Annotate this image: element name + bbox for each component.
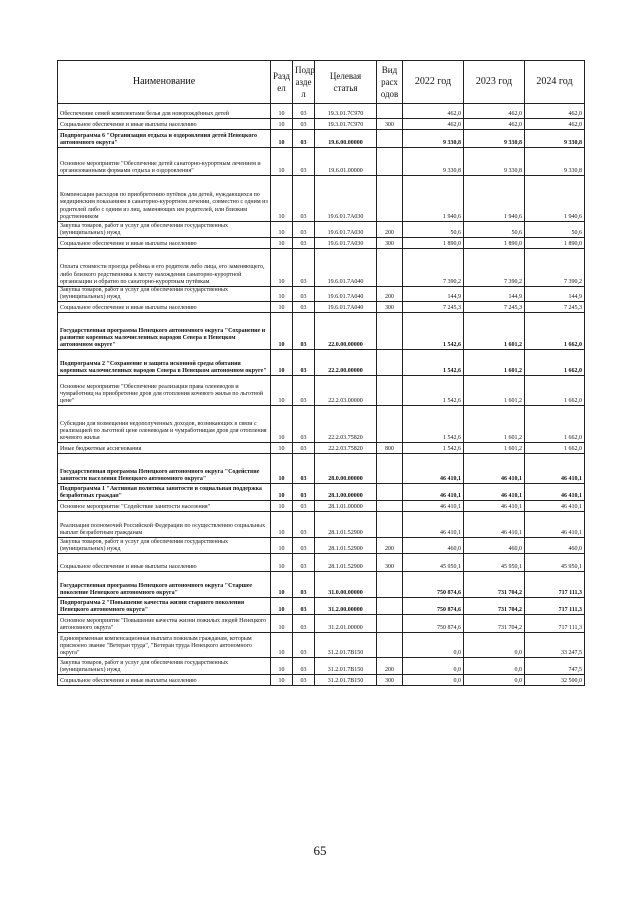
cell-name: Подпрограмма 2 "Повышение качества жизни старшего поколения Ненецкого автономного округа" [58, 598, 271, 615]
cell-amount-2022: 750 874,6 [403, 598, 464, 615]
cell-amount-2022: 1 542,6 [403, 313, 464, 350]
cell-expense-type: 200 [377, 287, 403, 302]
cell-expense-type [377, 572, 403, 598]
cell-target-article: 31.0.00.00000 [315, 572, 377, 598]
cell-section: 10 [271, 633, 293, 658]
cell-amount-2023: 731 704,2 [464, 572, 525, 598]
cell-amount-2023: 46 410,1 [464, 512, 525, 538]
cell-amount-2024: 9 330,8 [525, 148, 585, 176]
cell-amount-2022: 7 390,2 [403, 249, 464, 287]
cell-amount-2024: 1 662,0 [525, 350, 585, 376]
cell-amount-2024: 747,5 [525, 658, 585, 675]
cell-amount-2024: 1 662,0 [525, 313, 585, 350]
cell-subsection: 03 [293, 598, 315, 615]
cell-amount-2022: 46 410,1 [403, 454, 464, 484]
cell-amount-2023: 1 601,2 [464, 313, 525, 350]
cell-section: 10 [271, 512, 293, 538]
cell-amount-2022: 1 890,0 [403, 238, 464, 249]
cell-expense-type [377, 104, 403, 119]
cell-target-article: 19.6.01.7А040 [315, 249, 377, 287]
cell-target-article: 28.0.00.00000 [315, 454, 377, 484]
cell-amount-2024: 462,0 [525, 119, 585, 130]
cell-expense-type [377, 598, 403, 615]
cell-amount-2024: 1 662,0 [525, 406, 585, 443]
table-row [58, 376, 585, 406]
cell-target-article: 31.2.01.7В150 [315, 658, 377, 675]
cell-expense-type: 800 [377, 443, 403, 454]
cell-subsection: 03 [293, 176, 315, 222]
cell-amount-2023: 144,9 [464, 287, 525, 302]
cell-name: Социальное обеспечение и иные выплаты населению [58, 238, 271, 249]
cell-amount-2024: 46 410,1 [525, 512, 585, 538]
cell-amount-2022: 46 410,1 [403, 512, 464, 538]
cell-expense-type [377, 148, 403, 176]
cell-section: 10 [271, 249, 293, 287]
cell-target-article: 19.6.01.7А040 [315, 287, 377, 302]
cell-amount-2022: 1 940,6 [403, 176, 464, 222]
cell-amount-2022: 9 330,8 [403, 148, 464, 176]
cell-expense-type: 300 [377, 554, 403, 572]
cell-amount-2024: 32 500,0 [525, 675, 585, 686]
table-row [58, 238, 585, 249]
cell-amount-2023: 45 950,1 [464, 554, 525, 572]
cell-expense-type [377, 406, 403, 443]
cell-expense-type [377, 501, 403, 512]
cell-subsection: 03 [293, 376, 315, 406]
cell-subsection: 03 [293, 222, 315, 238]
cell-expense-type: 300 [377, 302, 403, 313]
cell-amount-2022: 0,0 [403, 675, 464, 686]
table-row [58, 287, 585, 302]
table-row [58, 406, 585, 443]
table-row [58, 554, 585, 572]
cell-amount-2024: 460,0 [525, 538, 585, 554]
cell-amount-2024: 7 390,2 [525, 249, 585, 287]
cell-expense-type [377, 633, 403, 658]
cell-amount-2024: 9 330,8 [525, 130, 585, 148]
page-number: 65 [313, 843, 327, 858]
cell-amount-2023: 46 410,1 [464, 484, 525, 501]
cell-name: Государственная программа Ненецкого автономного округа "Сохранение и развитие коренных малочисленных народов Севера в Ненецком автономном округе" [58, 313, 271, 350]
cell-amount-2024: 33 247,5 [525, 633, 585, 658]
cell-subsection: 03 [293, 302, 315, 313]
cell-section: 10 [271, 119, 293, 130]
cell-amount-2023: 7 245,3 [464, 302, 525, 313]
cell-name: Подпрограмма 1 "Активная политика занятости и социальная поддержка безработных граждан" [58, 484, 271, 501]
cell-amount-2023: 50,6 [464, 222, 525, 238]
cell-amount-2022: 1 542,6 [403, 443, 464, 454]
cell-name: Государственная программа Ненецкого автономного округа "Старшее поколение Ненецкого автономного округа" [58, 572, 271, 598]
cell-amount-2023: 731 704,2 [464, 598, 525, 615]
header-subsection: Подр азде л [293, 61, 315, 104]
cell-target-article: 22.0.00.00000 [315, 313, 377, 350]
table-row [58, 119, 585, 130]
table-row [58, 512, 585, 538]
cell-subsection: 03 [293, 249, 315, 287]
cell-name: Социальное обеспечение и иные выплаты населению [58, 119, 271, 130]
cell-amount-2023: 731 704,2 [464, 615, 525, 633]
cell-section: 10 [271, 130, 293, 148]
cell-subsection: 03 [293, 104, 315, 119]
cell-amount-2023: 1 601,2 [464, 350, 525, 376]
cell-amount-2024: 717 111,3 [525, 598, 585, 615]
table-row [58, 501, 585, 512]
cell-target-article: 22.2.03.75820 [315, 406, 377, 443]
cell-name: Закупка товаров, работ и услуг для обеспечения государственных (муниципальных) нужд [58, 287, 271, 302]
cell-amount-2022: 462,0 [403, 119, 464, 130]
header-year-2023: 2023 год [464, 61, 525, 104]
cell-amount-2022: 144,9 [403, 287, 464, 302]
table-row [58, 148, 585, 176]
cell-section: 10 [271, 406, 293, 443]
cell-subsection: 03 [293, 443, 315, 454]
cell-expense-type: 200 [377, 538, 403, 554]
cell-expense-type [377, 512, 403, 538]
cell-section: 10 [271, 176, 293, 222]
cell-section: 10 [271, 313, 293, 350]
cell-amount-2024: 462,0 [525, 104, 585, 119]
cell-amount-2024: 45 950,1 [525, 554, 585, 572]
cell-amount-2022: 462,0 [403, 104, 464, 119]
cell-amount-2022: 50,6 [403, 222, 464, 238]
cell-target-article: 19.6.01.7А030 [315, 238, 377, 249]
cell-target-article: 19.6.01.7А040 [315, 302, 377, 313]
header-year-2024: 2024 год [525, 61, 585, 104]
cell-expense-type [377, 176, 403, 222]
cell-amount-2023: 46 410,1 [464, 454, 525, 484]
cell-amount-2023: 1 601,2 [464, 406, 525, 443]
cell-name: Социальное обеспечение и иные выплаты населению [58, 302, 271, 313]
cell-amount-2023: 0,0 [464, 658, 525, 675]
cell-amount-2022: 46 410,1 [403, 501, 464, 512]
cell-section: 10 [271, 287, 293, 302]
table-row [58, 633, 585, 658]
cell-amount-2024: 7 245,3 [525, 302, 585, 313]
cell-target-article: 28.1.01.00000 [315, 501, 377, 512]
cell-name: Подпрограмма 6 "Организация отдыха и оздоровления детей Ненецкого автономного округа" [58, 130, 271, 148]
cell-amount-2023: 462,0 [464, 104, 525, 119]
table-header-row [58, 61, 585, 104]
cell-expense-type: 300 [377, 238, 403, 249]
header-target-article: Целевая статья [315, 61, 377, 104]
cell-subsection: 03 [293, 501, 315, 512]
cell-amount-2023: 9 330,8 [464, 130, 525, 148]
cell-amount-2022: 7 245,3 [403, 302, 464, 313]
cell-name: Компенсация расходов по приобретению путёвок для детей, нуждающихся по медицинским показаниям в санаторно-курортном лечении, совместно с одним из родителей либо с одним из лиц, заменяющих им родителей, или близким родственником [58, 176, 271, 222]
cell-amount-2024: 717 111,3 [525, 615, 585, 633]
cell-amount-2022: 0,0 [403, 633, 464, 658]
table-row [58, 313, 585, 350]
cell-expense-type: 200 [377, 222, 403, 238]
cell-name: Закупка товаров, работ и услуг для обеспечения государственных (муниципальных) нужд [58, 222, 271, 238]
budget-table [57, 60, 585, 686]
cell-target-article: 19.6.01.00000 [315, 148, 377, 176]
cell-amount-2023: 1 940,6 [464, 176, 525, 222]
cell-section: 10 [271, 572, 293, 598]
cell-target-article: 22.2.03.00000 [315, 376, 377, 406]
cell-section: 10 [271, 675, 293, 686]
cell-amount-2024: 1 662,0 [525, 376, 585, 406]
cell-amount-2024: 46 410,1 [525, 484, 585, 501]
cell-subsection: 03 [293, 350, 315, 376]
table-row [58, 302, 585, 313]
cell-target-article: 31.2.01.7В150 [315, 675, 377, 686]
cell-amount-2023: 46 410,1 [464, 501, 525, 512]
cell-section: 10 [271, 350, 293, 376]
cell-name: Социальное обеспечение и иные выплаты населению [58, 554, 271, 572]
cell-section: 10 [271, 238, 293, 249]
cell-target-article: 22.2.03.75820 [315, 443, 377, 454]
cell-section: 10 [271, 658, 293, 675]
cell-amount-2022: 1 542,6 [403, 406, 464, 443]
cell-name: Субсидии для возмещения недополученных доходов, возникающих в связи с реализацией по льготной цене оленеводам и чумработницам дров для отопления кочевого жилья [58, 406, 271, 443]
cell-target-article: 28.1.01.52900 [315, 512, 377, 538]
header-name: Наименование [58, 61, 271, 104]
cell-target-article: 31.2.01.7В150 [315, 633, 377, 658]
cell-amount-2024: 46 410,1 [525, 501, 585, 512]
cell-expense-type: 300 [377, 675, 403, 686]
cell-amount-2022: 45 950,1 [403, 554, 464, 572]
cell-section: 10 [271, 484, 293, 501]
cell-amount-2023: 460,0 [464, 538, 525, 554]
cell-name: Социальное обеспечение и иные выплаты населению [58, 675, 271, 686]
table-row [58, 538, 585, 554]
cell-subsection: 03 [293, 148, 315, 176]
cell-expense-type [377, 454, 403, 484]
table-row [58, 675, 585, 686]
cell-amount-2023: 0,0 [464, 675, 525, 686]
cell-amount-2024: 46 410,1 [525, 454, 585, 484]
cell-amount-2023: 9 330,8 [464, 148, 525, 176]
table-row [58, 350, 585, 376]
cell-subsection: 03 [293, 512, 315, 538]
header-section: Разд ел [271, 61, 293, 104]
cell-amount-2022: 9 330,8 [403, 130, 464, 148]
cell-expense-type [377, 615, 403, 633]
cell-target-article: 28.1.00.00000 [315, 484, 377, 501]
cell-amount-2023: 0,0 [464, 633, 525, 658]
cell-name: Иные бюджетные ассигнования [58, 443, 271, 454]
cell-section: 10 [271, 598, 293, 615]
cell-expense-type: 200 [377, 658, 403, 675]
cell-section: 10 [271, 222, 293, 238]
cell-section: 10 [271, 443, 293, 454]
table-row [58, 104, 585, 119]
table-row [58, 598, 585, 615]
cell-subsection: 03 [293, 675, 315, 686]
cell-amount-2023: 1 890,0 [464, 238, 525, 249]
cell-expense-type: 300 [377, 119, 403, 130]
table-row [58, 658, 585, 675]
cell-name: Основное мероприятие "Повышение качества жизни пожилых людей Ненецкого автономного округа" [58, 615, 271, 633]
table-row [58, 443, 585, 454]
cell-target-article: 19.6.01.7А030 [315, 222, 377, 238]
cell-target-article: 28.1.01.52900 [315, 538, 377, 554]
cell-amount-2022: 460,0 [403, 538, 464, 554]
cell-subsection: 03 [293, 633, 315, 658]
cell-target-article: 31.2.00.00000 [315, 598, 377, 615]
cell-subsection: 03 [293, 454, 315, 484]
cell-subsection: 03 [293, 484, 315, 501]
cell-name: Оплата стоимости проезда ребёнка и его родителя либо лица, его заменяющего, либо близкого родственника к месту нахождения санаторно-курортной организации и обратно по санаторно-курортным путёвкам [58, 249, 271, 287]
cell-subsection: 03 [293, 572, 315, 598]
cell-amount-2024: 144,9 [525, 287, 585, 302]
cell-subsection: 03 [293, 119, 315, 130]
table-row [58, 249, 585, 287]
cell-expense-type [377, 249, 403, 287]
cell-target-article: 19.6.01.7А030 [315, 176, 377, 222]
cell-amount-2022: 1 542,6 [403, 376, 464, 406]
cell-section: 10 [271, 148, 293, 176]
cell-amount-2024: 1 662,0 [525, 443, 585, 454]
cell-name: Основное мероприятие "Обеспечение детей санаторно-курортным лечением и организованными формами отдыха и оздоровления" [58, 148, 271, 176]
cell-expense-type [377, 130, 403, 148]
cell-expense-type [377, 350, 403, 376]
cell-section: 10 [271, 538, 293, 554]
cell-amount-2022: 750 874,6 [403, 615, 464, 633]
cell-subsection: 03 [293, 406, 315, 443]
table-row [58, 615, 585, 633]
cell-name: Основное мероприятие "Обеспечение реализации права оленеводов и чумработниц на приобретение дров для отопления кочевого жилья по льготной цене" [58, 376, 271, 406]
cell-amount-2022: 46 410,1 [403, 484, 464, 501]
cell-expense-type [377, 376, 403, 406]
cell-section: 10 [271, 554, 293, 572]
cell-amount-2022: 0,0 [403, 658, 464, 675]
cell-section: 10 [271, 104, 293, 119]
cell-amount-2023: 1 601,2 [464, 376, 525, 406]
table-row [58, 454, 585, 484]
cell-amount-2024: 1 890,0 [525, 238, 585, 249]
table-row [58, 222, 585, 238]
cell-subsection: 03 [293, 287, 315, 302]
table-body [58, 104, 585, 686]
cell-name: Обеспечение семей комплектами белья для новорождённых детей [58, 104, 271, 119]
cell-target-article: 19.3.01.7С970 [315, 119, 377, 130]
cell-target-article: 19.6.00.00000 [315, 130, 377, 148]
cell-name: Подпрограмма 2 "Сохранение и защита исконной среды обитания коренных малочисленных народов Севера в Ненецком автономном округе" [58, 350, 271, 376]
header-year-2022: 2022 год [403, 61, 464, 104]
cell-section: 10 [271, 615, 293, 633]
cell-expense-type [377, 313, 403, 350]
cell-name: Реализация полномочий Российской Федерации по осуществлению социальных выплат безработным гражданам [58, 512, 271, 538]
cell-amount-2023: 1 601,2 [464, 443, 525, 454]
cell-amount-2023: 462,0 [464, 119, 525, 130]
table-row [58, 176, 585, 222]
cell-section: 10 [271, 376, 293, 406]
cell-section: 10 [271, 454, 293, 484]
cell-section: 10 [271, 302, 293, 313]
cell-target-article: 28.1.01.52900 [315, 554, 377, 572]
cell-name: Закупка товаров, работ и услуг для обеспечения государственных (муниципальных) нужд [58, 658, 271, 675]
cell-subsection: 03 [293, 313, 315, 350]
cell-name: Закупка товаров, работ и услуг для обеспечения государственных (муниципальных) нужд [58, 538, 271, 554]
cell-amount-2022: 1 542,6 [403, 350, 464, 376]
cell-subsection: 03 [293, 615, 315, 633]
cell-amount-2022: 750 874,6 [403, 572, 464, 598]
cell-amount-2024: 717 111,3 [525, 572, 585, 598]
cell-subsection: 03 [293, 238, 315, 249]
table-row [58, 572, 585, 598]
cell-target-article: 22.2.00.00000 [315, 350, 377, 376]
cell-expense-type [377, 484, 403, 501]
cell-target-article: 19.3.01.7С970 [315, 104, 377, 119]
table-row [58, 130, 585, 148]
cell-subsection: 03 [293, 538, 315, 554]
cell-subsection: 03 [293, 554, 315, 572]
cell-subsection: 03 [293, 130, 315, 148]
cell-name: Государственная программа Ненецкого автономного округа "Содействие занятости населения Ненецкого автономного округа" [58, 454, 271, 484]
cell-amount-2024: 50,6 [525, 222, 585, 238]
cell-subsection: 03 [293, 658, 315, 675]
cell-section: 10 [271, 501, 293, 512]
table-row [58, 484, 585, 501]
cell-target-article: 31.2.01.00000 [315, 615, 377, 633]
cell-amount-2024: 1 940,6 [525, 176, 585, 222]
cell-name: Основное мероприятие "Содействие занятости населения" [58, 501, 271, 512]
cell-amount-2023: 7 390,2 [464, 249, 525, 287]
header-expense-type: Вид расх одов [377, 61, 403, 104]
cell-name: Единовременная компенсационная выплата пожилым гражданам, которым присвоено звание "Ветеран труда", "Ветеран труда Ненецкого автономного округа" [58, 633, 271, 658]
